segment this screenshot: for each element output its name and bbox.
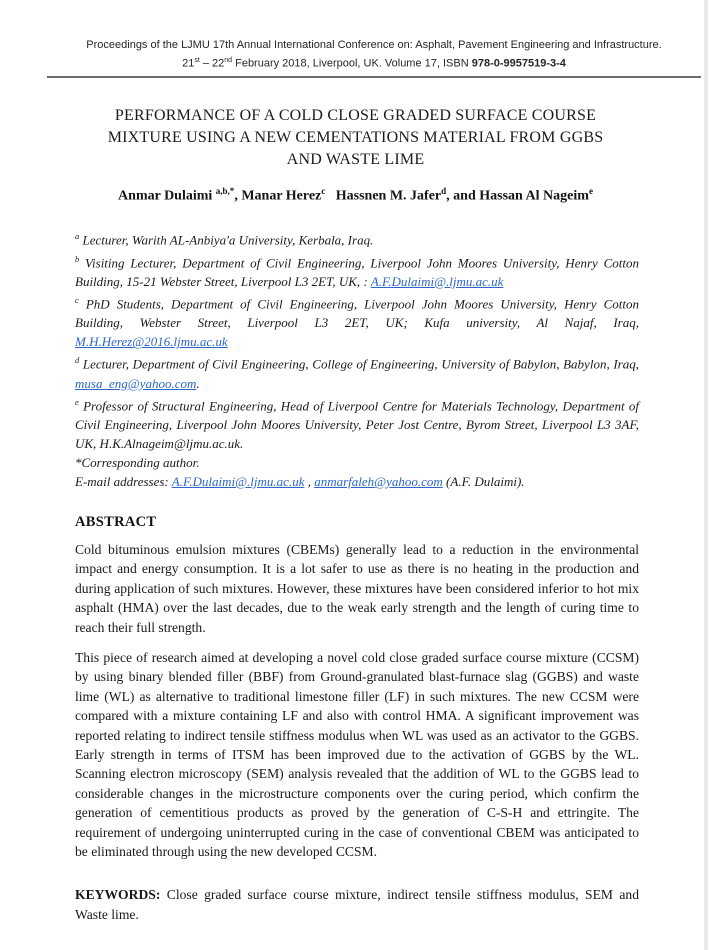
- author-name: Hassan Al Nageim: [479, 188, 589, 204]
- header-date-start: 21: [182, 57, 195, 70]
- keywords-text: Close graded surface course mixture, indirect tensile stiffness modulus, SEM and Waste lime.: [75, 887, 639, 922]
- affiliation-text: (A.F. Dulaimi).: [442, 473, 525, 489]
- conference-header-line1: Proceedings of the LJMU 17th Annual International Conference on: Asphalt, Pavement Engineering and Infrastructure.: [86, 39, 662, 51]
- author-separator: ,: [234, 188, 242, 204]
- affiliations: [75, 227, 639, 491]
- affiliation-sup: a: [75, 231, 80, 242]
- header-venue-text: February 2018, Liverpool, UK. Volume 17, ISBN: [232, 57, 472, 70]
- author-affiliation-sup: e: [588, 185, 593, 196]
- abstract-paragraph: This piece of research aimed at developing a novel cold close graded surface course mixture (CCSM) by using binary blended filler (BBF) from Ground-granulated blast-furnace slag (GGBS) and waste lime (WL) as alternative to traditional limestone filler (LF) in such mixtures. The new CCSM were compared with a mixture containing LF and also with control HMA. A significant improvement was reported relating to indirect tensile stiffness modulus when WL was used as an activator to the GGBS. Early strength in terms of ITSM has been improved due to the activation of GGBS by the WL. Scanning electron microscopy (SEM) analysis revealed that the addition of WL to the GGBS lead to considerable changes in the microstructure components over the curing period, which confirm the generation of cementitious products as proved by the generation of C-S-H and ettringite. The requirement of undergoing uninterrupted curing in the case of conventional CBEM was anticipated to be eliminated through using the new developed CCSM.: [75, 649, 639, 860]
- email-link[interactable]: musa_eng@yahoo.com: [75, 375, 197, 391]
- header-isbn: 978-0-9957519-3-4: [471, 57, 566, 70]
- keywords-label: KEYWORDS:: [75, 887, 161, 903]
- author-separator: [325, 188, 336, 203]
- author-name: Manar Herez: [241, 188, 322, 204]
- affiliation-text: Visiting Lecturer, Department of Civil Engineering, Liverpool John Moores University, Henry Cotton Building, 15-21 Webster Street, Liverpool L3 2ET, UK, :: [75, 254, 639, 289]
- paper-title-line: MIXTURE USING A NEW CEMENTATIONS MATERIAL FROM GGBS: [107, 128, 604, 146]
- affiliation-entry: [75, 227, 639, 249]
- header-ordinal-nd: nd: [224, 57, 233, 64]
- paper-title-line: PERFORMANCE OF A COLD CLOSE GRADED SURFACE COURSE: [114, 106, 597, 124]
- email-link[interactable]: anmarfaleh@yahoo.com: [314, 473, 443, 489]
- affiliation-text: .: [196, 375, 200, 391]
- authors-line: [0, 186, 711, 205]
- header-date-end: – 22: [199, 57, 225, 70]
- email-link[interactable]: A.F.Dulaimi@.ljmu.ac.uk: [171, 473, 305, 489]
- affiliation-sup: c: [75, 294, 79, 305]
- paper-title: [0, 105, 711, 171]
- affiliation-text: ,: [304, 473, 315, 489]
- email-link[interactable]: A.F.Dulaimi@.ljmu.ac.uk: [370, 273, 504, 289]
- affiliation-entry: [75, 250, 639, 291]
- author-affiliation-sup: d: [441, 185, 447, 196]
- abstract-heading: ABSTRACT: [75, 513, 157, 530]
- abstract-body: [75, 540, 639, 862]
- abstract-paragraph: Cold bituminous emulsion mixtures (CBEMs) generally lead to a reduction in the environmental impact and energy consumption. It is a lot safer to use as there is no heating in the production and during application of such mixtures. However, these mixtures have been considered inferior to hot mix asphalt (HMA) over the last decades, due to the weak early strength and the length of curing time to reach their full strength.: [75, 541, 639, 635]
- affiliation-sup: d: [75, 355, 80, 366]
- affiliation-text: Lecturer, Warith AL-Anbiya'a University, Kerbala, Iraq.: [82, 232, 374, 248]
- header-rule: [47, 76, 701, 78]
- keywords-line: [75, 885, 639, 924]
- author-affiliation-sup: c: [321, 185, 326, 196]
- paper-title-line: AND WASTE LIME: [286, 150, 425, 168]
- affiliation-entry: [75, 351, 639, 392]
- affiliation-sup: e: [75, 396, 79, 407]
- author-affiliation-sup: a,b,*: [215, 185, 235, 196]
- affiliation-text: Professor of Structural Engineering, Head of Liverpool Centre for Materials Technology, Department of Civil Engineering, Liverpool John Moores University, Peter Jost Centre, Byrom Street, Liverpool L3 3AF, UK, H.K.Alnageim@ljmu.ac.uk.: [75, 397, 640, 451]
- affiliation-entry: [75, 453, 639, 472]
- conference-header: [47, 38, 701, 78]
- conference-header-line2: [47, 53, 701, 72]
- author-name: Anmar Dulaimi: [118, 188, 216, 204]
- header-ordinal-st: st: [194, 57, 200, 64]
- affiliation-entry: [75, 291, 639, 351]
- affiliation-text: PhD Students, Department of Civil Engineering, Liverpool John Moores University, Henry Cotton Building, Webster Street, Liverpool L3 2ET, UK; Kufa university, Al Najaf, Iraq,: [75, 296, 640, 331]
- email-link[interactable]: M.H.Herez@2016.ljmu.ac.uk: [75, 334, 228, 350]
- affiliation-text: *Corresponding author.: [75, 454, 200, 470]
- affiliation-text: Lecturer, Department of Civil Engineering, College of Engineering, University of Babylon, Babylon, Iraq,: [82, 356, 639, 372]
- author-name: Hassnen M. Jafer: [335, 188, 442, 204]
- page-right-edge: [704, 0, 708, 950]
- affiliation-entry: [75, 393, 639, 453]
- author-separator: , and: [446, 188, 480, 204]
- affiliation-text: E-mail addresses:: [75, 473, 172, 489]
- affiliation-sup: b: [75, 253, 80, 264]
- affiliation-entry: [75, 472, 639, 491]
